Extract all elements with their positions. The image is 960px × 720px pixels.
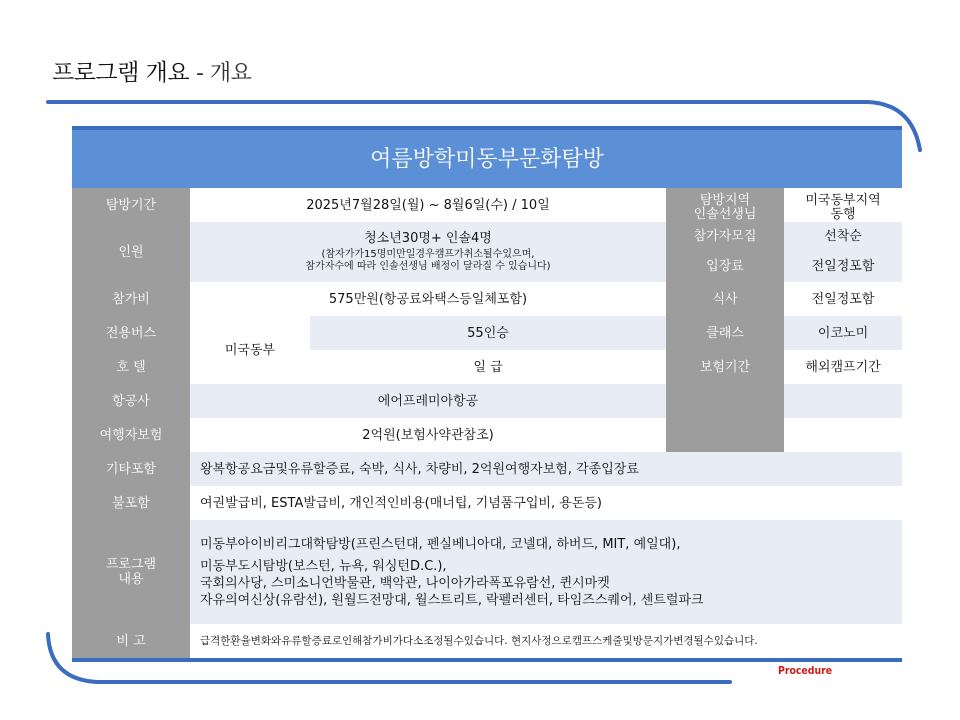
admission-value: 전일정포함: [811, 259, 875, 274]
people-cell: [190, 222, 666, 282]
program-content: [190, 520, 902, 624]
fee-label: 참가비: [72, 282, 190, 316]
program-label-1: 프로그램: [105, 557, 157, 572]
fee-value: 575만원(항공료와택스등일체포함): [190, 282, 666, 316]
program-line-2: 미동부도시탐방(보스턴, 뉴욕, 워싱턴D.C.),: [200, 558, 447, 574]
admission-label: 입장료: [706, 259, 744, 274]
teacher-value: 동행: [830, 207, 856, 222]
program-line-1: 미동부아이비리그대학탐방(프린스턴대, 펜실베니아대, 코넬대, 하버드, MIT, 예일대),: [200, 536, 681, 552]
recruit-admission-label-cell: [666, 222, 784, 282]
travel-insurance-label: 여행자보험: [72, 418, 190, 452]
travel-insurance-value: 2억원(보험사약관참조): [190, 418, 666, 452]
remark-value: 급격한환율변화와유류할증료로인해참가비가다소조정될수있습니다. 현지사정으로캠프스케줄및방문지가변경될수있습니다.: [190, 624, 902, 660]
recruit-value: 선착순: [824, 229, 862, 244]
meal-value: 전일정포함: [784, 282, 902, 316]
class-value: 이코노미: [784, 316, 902, 350]
program-line-4: 자유의여신상(유람선), 원월드전망대, 월스트리트, 락펠러센터, 타임즈스퀘어, 센트럴파크: [200, 592, 704, 608]
procedure-label: Procedure: [778, 664, 833, 677]
airline-value: 에어프레미아항공: [190, 384, 666, 418]
empty-label-cell: [666, 384, 784, 418]
region-label: 탐방지역: [699, 193, 751, 208]
airline-label: 항공사: [72, 384, 190, 418]
other-included-label: 기타포함: [72, 452, 190, 486]
table-header: 여름방학미동부문화탐방: [72, 128, 902, 188]
people-value: 청소년30명+ 인솔4명: [364, 231, 492, 246]
region-value: 미국동부지역: [805, 193, 881, 208]
people-note-1: (참자가가15명미만일경우캠프가취소될수있으며,: [321, 249, 535, 260]
empty-value-cell: [784, 384, 902, 418]
recruit-label: 참가자모집: [693, 229, 757, 244]
empty-value-cell: [784, 418, 902, 452]
bus-region: 미국동부: [190, 316, 310, 384]
program-overview-table: [72, 126, 902, 662]
teacher-label: 인솔선생님: [693, 207, 757, 222]
period-value: 2025년7월28일(월) ~ 8월6일(수) / 10일: [190, 188, 666, 222]
empty-label-cell: [666, 418, 784, 452]
program-line-3: 국회의사당, 스미소니언박물관, 백악관, 나이아가라폭포유람선, 퀸시마켓: [200, 575, 610, 591]
page-title-sub: - 개요: [195, 61, 252, 86]
remark-label: 비 고: [72, 624, 190, 660]
region-value-cell: [784, 188, 902, 222]
program-label-cell: [72, 520, 190, 624]
bus-value: 55인승: [310, 316, 666, 350]
page-title-main: 프로그램 개요: [52, 60, 190, 86]
region-label-cell: [666, 188, 784, 222]
bus-label: 전용버스: [72, 316, 190, 350]
insure-value: 해외캠프기간: [784, 350, 902, 384]
people-note-2: 참가자수에 따라 인솔선생님 배정이 달라질 수 있습니다): [305, 261, 551, 272]
meal-label: 식사: [666, 282, 784, 316]
excluded-value: 여권발급비, ESTA발급비, 개인적인비용(매너팁, 기념품구입비, 용돈등): [190, 486, 902, 520]
period-label: 탐방기간: [72, 188, 190, 222]
other-included-value: 왕복항공요금및유류할증료, 숙박, 식사, 차량비, 2억원여행자보험, 각종입장료: [190, 452, 902, 486]
class-label: 클래스: [666, 316, 784, 350]
excluded-label: 불포함: [72, 486, 190, 520]
hotel-label: 호 텔: [72, 350, 190, 384]
hotel-value: 일 급: [310, 350, 666, 384]
program-label-2: 내용: [118, 572, 144, 587]
people-label: 인원: [72, 222, 190, 282]
insure-label: 보험기간: [666, 350, 784, 384]
recruit-admission-value-cell: [784, 222, 902, 282]
